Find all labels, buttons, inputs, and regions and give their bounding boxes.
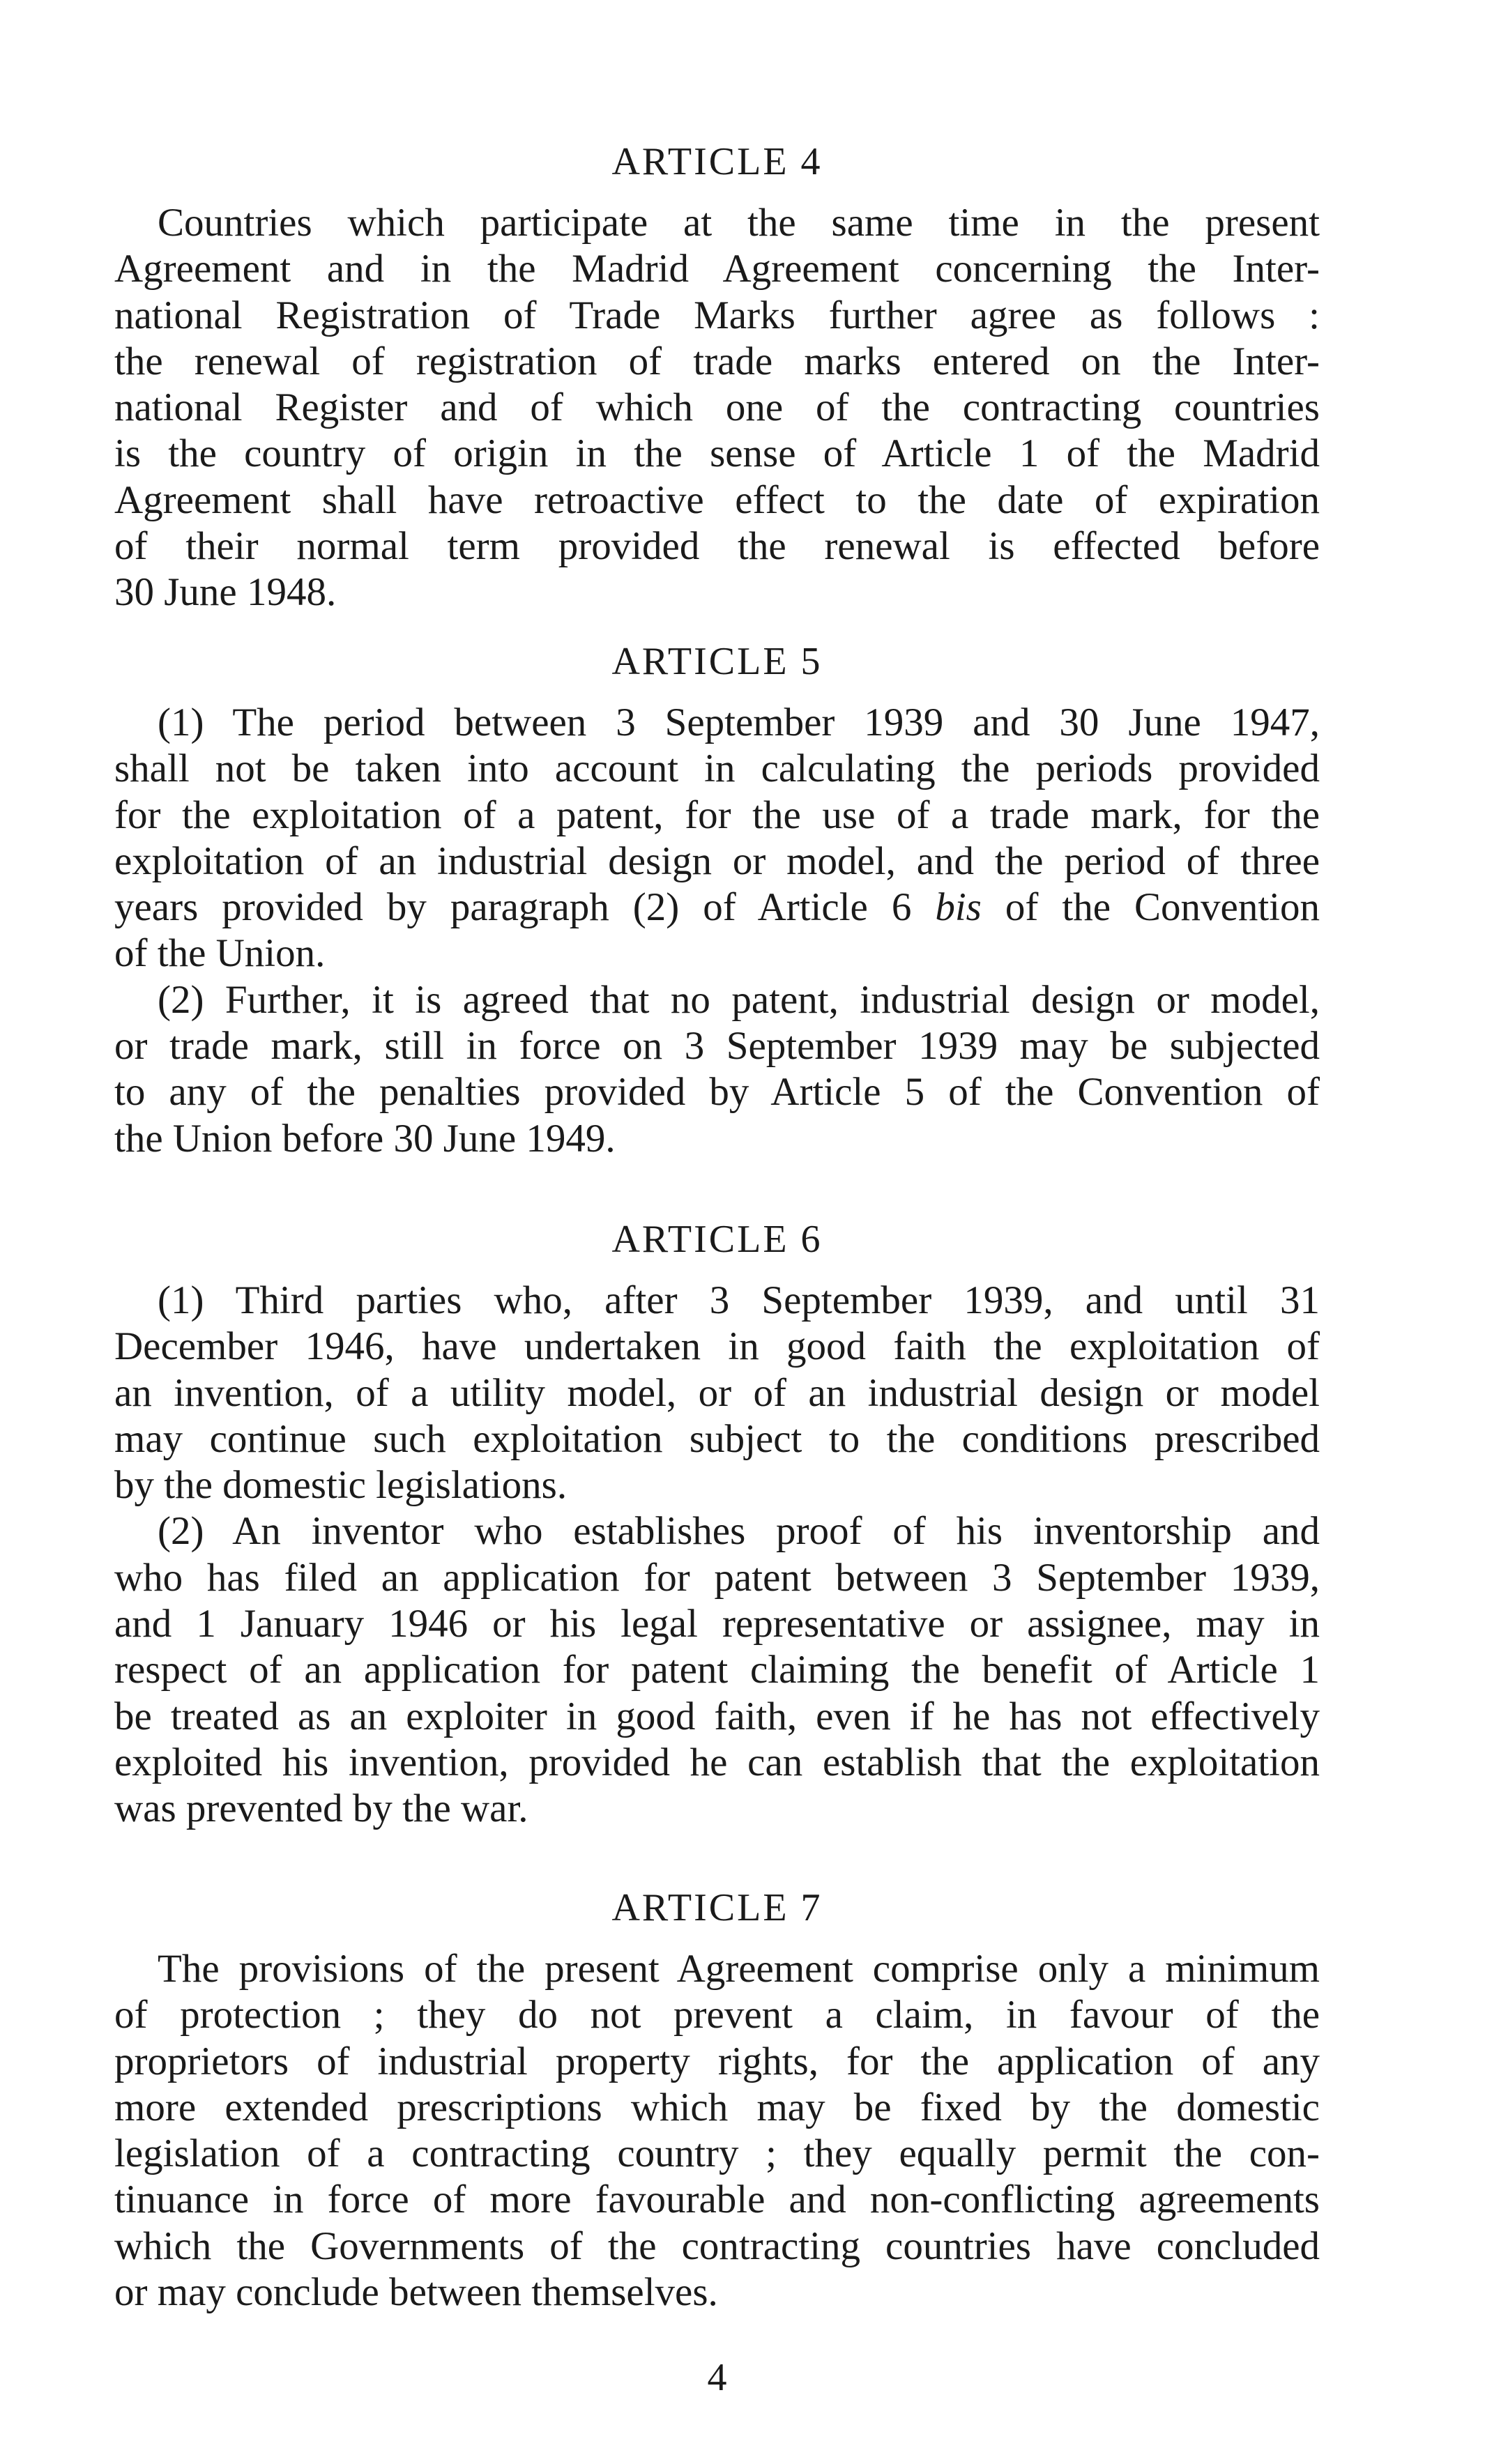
article-paragraph (114, 1508, 1320, 1832)
text-line: is the country of origin in the sense of Article 1 of the Madrid (114, 431, 1320, 476)
page-number: 4 (707, 2356, 727, 2399)
text-line: December 1946, have undertaken in good faith the exploitation of (114, 1324, 1320, 1369)
text-line: more extended prescriptions which may be fixed by the domestic (114, 2085, 1320, 2129)
text-line: may continue such exploitation subject to the conditions prescribed (114, 1416, 1320, 1461)
text-line: for the exploitation of a patent, for the use of a trade mark, for the (114, 793, 1320, 837)
text-run: of the Convention (981, 885, 1320, 930)
article-heading: ARTICLE 5 (611, 640, 823, 683)
text-line: which the Governments of the contracting countries have concluded (114, 2224, 1320, 2268)
text-line: an invention, of a utility model, or of an industrial design or model (114, 1370, 1320, 1415)
article-paragraph (114, 1946, 1320, 2316)
text-line: (2) Further, it is agreed that no patent, industrial design or model, (158, 977, 1320, 1022)
text-line: national Registration of Trade Marks further agree as follows : (114, 293, 1320, 337)
text-line: exploited his invention, provided he can establish that the exploitation (114, 1740, 1320, 1784)
text-line: Agreement and in the Madrid Agreement concerning the Inter- (114, 247, 1320, 291)
article-paragraph (114, 200, 1320, 616)
text-line: the Union before 30 June 1949. (114, 1116, 616, 1161)
text-line: and 1 January 1946 or his legal representative or assignee, may in (114, 1602, 1320, 1646)
text-line: national Register and of which one of the contracting countries (114, 385, 1320, 430)
text-line: was prevented by the war. (114, 1786, 528, 1831)
text-line: 30 June 1948. (114, 570, 337, 615)
text-line: respect of an application for patent claiming the benefit of Article 1 (114, 1648, 1320, 1692)
text-line: of protection ; they do not prevent a claim, in favour of the (114, 1993, 1320, 2037)
article-paragraph (114, 700, 1320, 977)
text-line: (2) An inventor who establishes proof of his inventorship and (158, 1509, 1320, 1554)
text-line: be treated as an exploiter in good faith, even if he has not effectively (114, 1694, 1320, 1738)
text-line: The provisions of the present Agreement comprise only a minimum (158, 1947, 1320, 1991)
text-line: shall not be taken into account in calculating the periods provided (114, 747, 1320, 791)
text-line: tinuance in force of more favourable and non-conflicting agreements (114, 2178, 1320, 2222)
article-4 (114, 139, 1320, 616)
text-line: of the Union. (114, 931, 326, 976)
text-line: proprietors of industrial property rights, for the application of any (114, 2039, 1320, 2083)
text-line: the renewal of registration of trade marks entered on the Inter- (114, 339, 1320, 383)
italic-text-run: bis (935, 885, 982, 930)
text-line: who has filed an application for patent between 3 September 1939, (114, 1555, 1320, 1600)
text-line: (1) Third parties who, after 3 September 1939, and until 31 (158, 1278, 1320, 1322)
text-line: legislation of a contracting country ; they equally permit the con- (114, 2132, 1320, 2176)
text-line: exploitation of an industrial design or model, and the period of three (114, 839, 1320, 883)
article-heading: ARTICLE 7 (611, 1886, 823, 1929)
text-line: (1) The period between 3 September 1939 and 30 June 1947, (158, 701, 1320, 744)
article-heading: ARTICLE 6 (611, 1218, 823, 1261)
article-5 (114, 638, 1320, 1162)
text-line: or trade mark, still in force on 3 September 1939 may be subjected (114, 1024, 1320, 1069)
article-heading: ARTICLE 4 (611, 140, 823, 183)
text-line: or may conclude between themselves. (114, 2270, 718, 2315)
text-line: to any of the penalties provided by Article 5 of the Convention of (114, 1070, 1320, 1115)
article-paragraph (114, 977, 1320, 1162)
text-run: years provided by paragraph (2) of Article 6 (114, 885, 936, 930)
text-line (114, 885, 1320, 931)
text-line: Agreement shall have retroactive effect to the date of expiration (114, 477, 1320, 522)
text-line: of their normal term provided the renewal is effected before (114, 524, 1320, 569)
article-6 (114, 1216, 1320, 1832)
article-7 (114, 1885, 1320, 2316)
article-paragraph (114, 1278, 1320, 1508)
text-line: by the domestic legislations. (114, 1463, 568, 1508)
text-line: Countries which participate at the same time in the present (158, 201, 1320, 245)
